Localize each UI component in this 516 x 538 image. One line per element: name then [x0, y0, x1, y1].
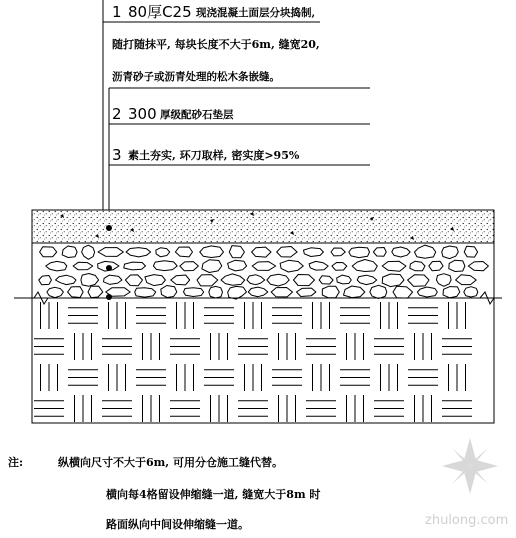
gravel-layer — [32, 243, 494, 299]
callout-2-number: 2 — [112, 105, 122, 123]
callout-1-line2: 随打随抹平, 每块长度不大于6m, 缝宽20, — [112, 38, 320, 51]
callout-1-desc: 现浇混凝土面层分块捣制, — [196, 7, 316, 19]
callout-2-spec: 300 — [128, 105, 157, 123]
watermark-logo — [442, 438, 498, 494]
watermark-text: zhulong.com — [425, 513, 509, 528]
concrete-layer — [32, 210, 494, 243]
notes-line-1: 纵横向尺寸不大于6m, 可用分仓施工缝代替。 — [58, 456, 283, 469]
compacted-soil-pattern — [34, 302, 472, 422]
callout-1-number: 1 — [112, 3, 122, 21]
callout-1 — [112, 3, 320, 83]
watermark — [425, 438, 508, 528]
callout-3-number: 3 — [112, 146, 122, 164]
callout-3-desc: 素土夯实, 环刀取样, 密实度>95% — [128, 149, 300, 162]
notes-line-2: 横向每4格留设伸缩缝一道, 缝宽大于8m 时 — [106, 488, 321, 501]
subgrade-layer — [32, 298, 494, 423]
callout-3 — [112, 146, 300, 164]
notes — [8, 455, 320, 531]
notes-label: 注: — [8, 456, 24, 469]
callout-2-desc: 厚级配砂石垫层 — [160, 109, 234, 121]
callout-2 — [112, 105, 234, 123]
callout-1-line3: 沥青砂子或沥青处理的松木条嵌缝。 — [112, 71, 280, 83]
notes-line-3: 路面纵向中间设伸缩缝一道。 — [106, 518, 249, 531]
callout-1-spec: 80厚C25 — [128, 3, 192, 21]
